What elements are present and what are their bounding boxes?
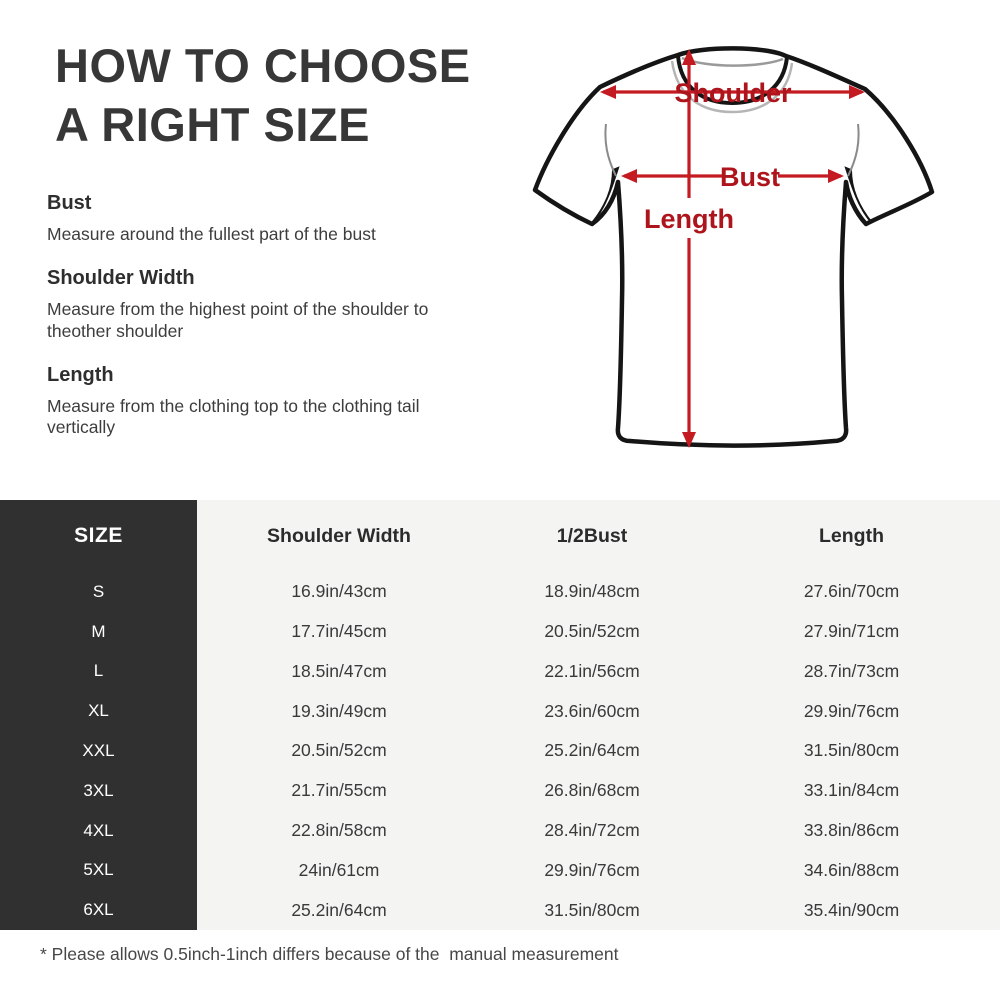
shoulder-label: Shoulder (674, 78, 792, 108)
value-cell: 18.9in/48cm (544, 581, 640, 602)
value-cell: 29.9in/76cm (544, 859, 640, 880)
size-cell: XL (0, 691, 197, 731)
value-cell: 26.8in/68cm (544, 780, 640, 801)
table-header-length: Length (819, 524, 884, 547)
value-cell: 25.2in/64cm (291, 899, 387, 920)
size-cell: 4XL (0, 811, 197, 851)
guide-heading-shoulder-width: Shoulder Width (47, 267, 195, 290)
measurement-disclaimer: * Please allows 0.5inch-1inch differs because of the manual measurement (40, 944, 619, 964)
value-cell: 34.6in/88cm (803, 859, 900, 880)
size-cell: 3XL (0, 771, 197, 811)
value-cell: 28.7in/73cm (803, 660, 900, 681)
size-cell: XXL (0, 731, 197, 771)
value-cell: 18.5in/47cm (291, 660, 387, 681)
bust-label: Bust (720, 162, 780, 192)
value-cell: 33.1in/84cm (803, 780, 900, 801)
size-cell: S (0, 572, 197, 612)
page-title-line1: HOW TO CHOOSE (55, 39, 471, 92)
size-cell: L (0, 652, 197, 692)
size-cell: 5XL (0, 850, 197, 890)
value-cell: 22.8in/58cm (291, 820, 387, 841)
guide-text-bust: Measure around the fullest part of the bust (47, 224, 376, 244)
value-cell: 22.1in/56cm (544, 660, 640, 681)
size-cell: M (0, 612, 197, 652)
value-cell: 21.7in/55cm (291, 780, 387, 801)
guide-heading-bust: Bust (47, 192, 92, 214)
table-header-size: SIZE (0, 500, 197, 572)
tshirt-measurement-diagram (0, 0, 1000, 470)
value-cell: 33.8in/86cm (803, 820, 900, 841)
page-title-line2: A RIGHT SIZE (55, 98, 370, 152)
value-cell: 28.4in/72cm (544, 820, 640, 841)
length-label: Length (644, 204, 734, 234)
size-chart-table (0, 500, 1000, 930)
value-cell: 27.9in/71cm (803, 621, 900, 642)
value-cell: 19.3in/49cm (291, 700, 387, 721)
value-cell: 24in/61cm (298, 859, 380, 880)
guide-heading-length: Length (47, 364, 114, 387)
value-cell: 23.6in/60cm (544, 700, 640, 721)
value-cell: 35.4in/90cm (803, 899, 900, 920)
guide-text-shoulder-width: Measure from the highest point of the shoulder to theother shoulder (47, 299, 429, 341)
guide-text-length: Measure from the clothing top to the clothing tail vertically (47, 396, 420, 438)
value-cell: 16.9in/43cm (291, 581, 387, 602)
value-cell: 31.5in/80cm (544, 899, 640, 920)
value-cell: 20.5in/52cm (291, 740, 387, 761)
value-cell: 25.2in/64cm (544, 740, 640, 761)
table-header-half-bust: 1/2Bust (556, 524, 628, 547)
value-cell: 31.5in/80cm (803, 740, 900, 761)
value-cell: 20.5in/52cm (544, 621, 640, 642)
value-cell: 29.9in/76cm (803, 700, 900, 721)
table-header-shoulder-width: Shoulder Width (267, 524, 411, 547)
size-cell: 6XL (0, 890, 197, 930)
value-cell: 17.7in/45cm (291, 621, 387, 642)
value-cell: 27.6in/70cm (803, 581, 900, 602)
